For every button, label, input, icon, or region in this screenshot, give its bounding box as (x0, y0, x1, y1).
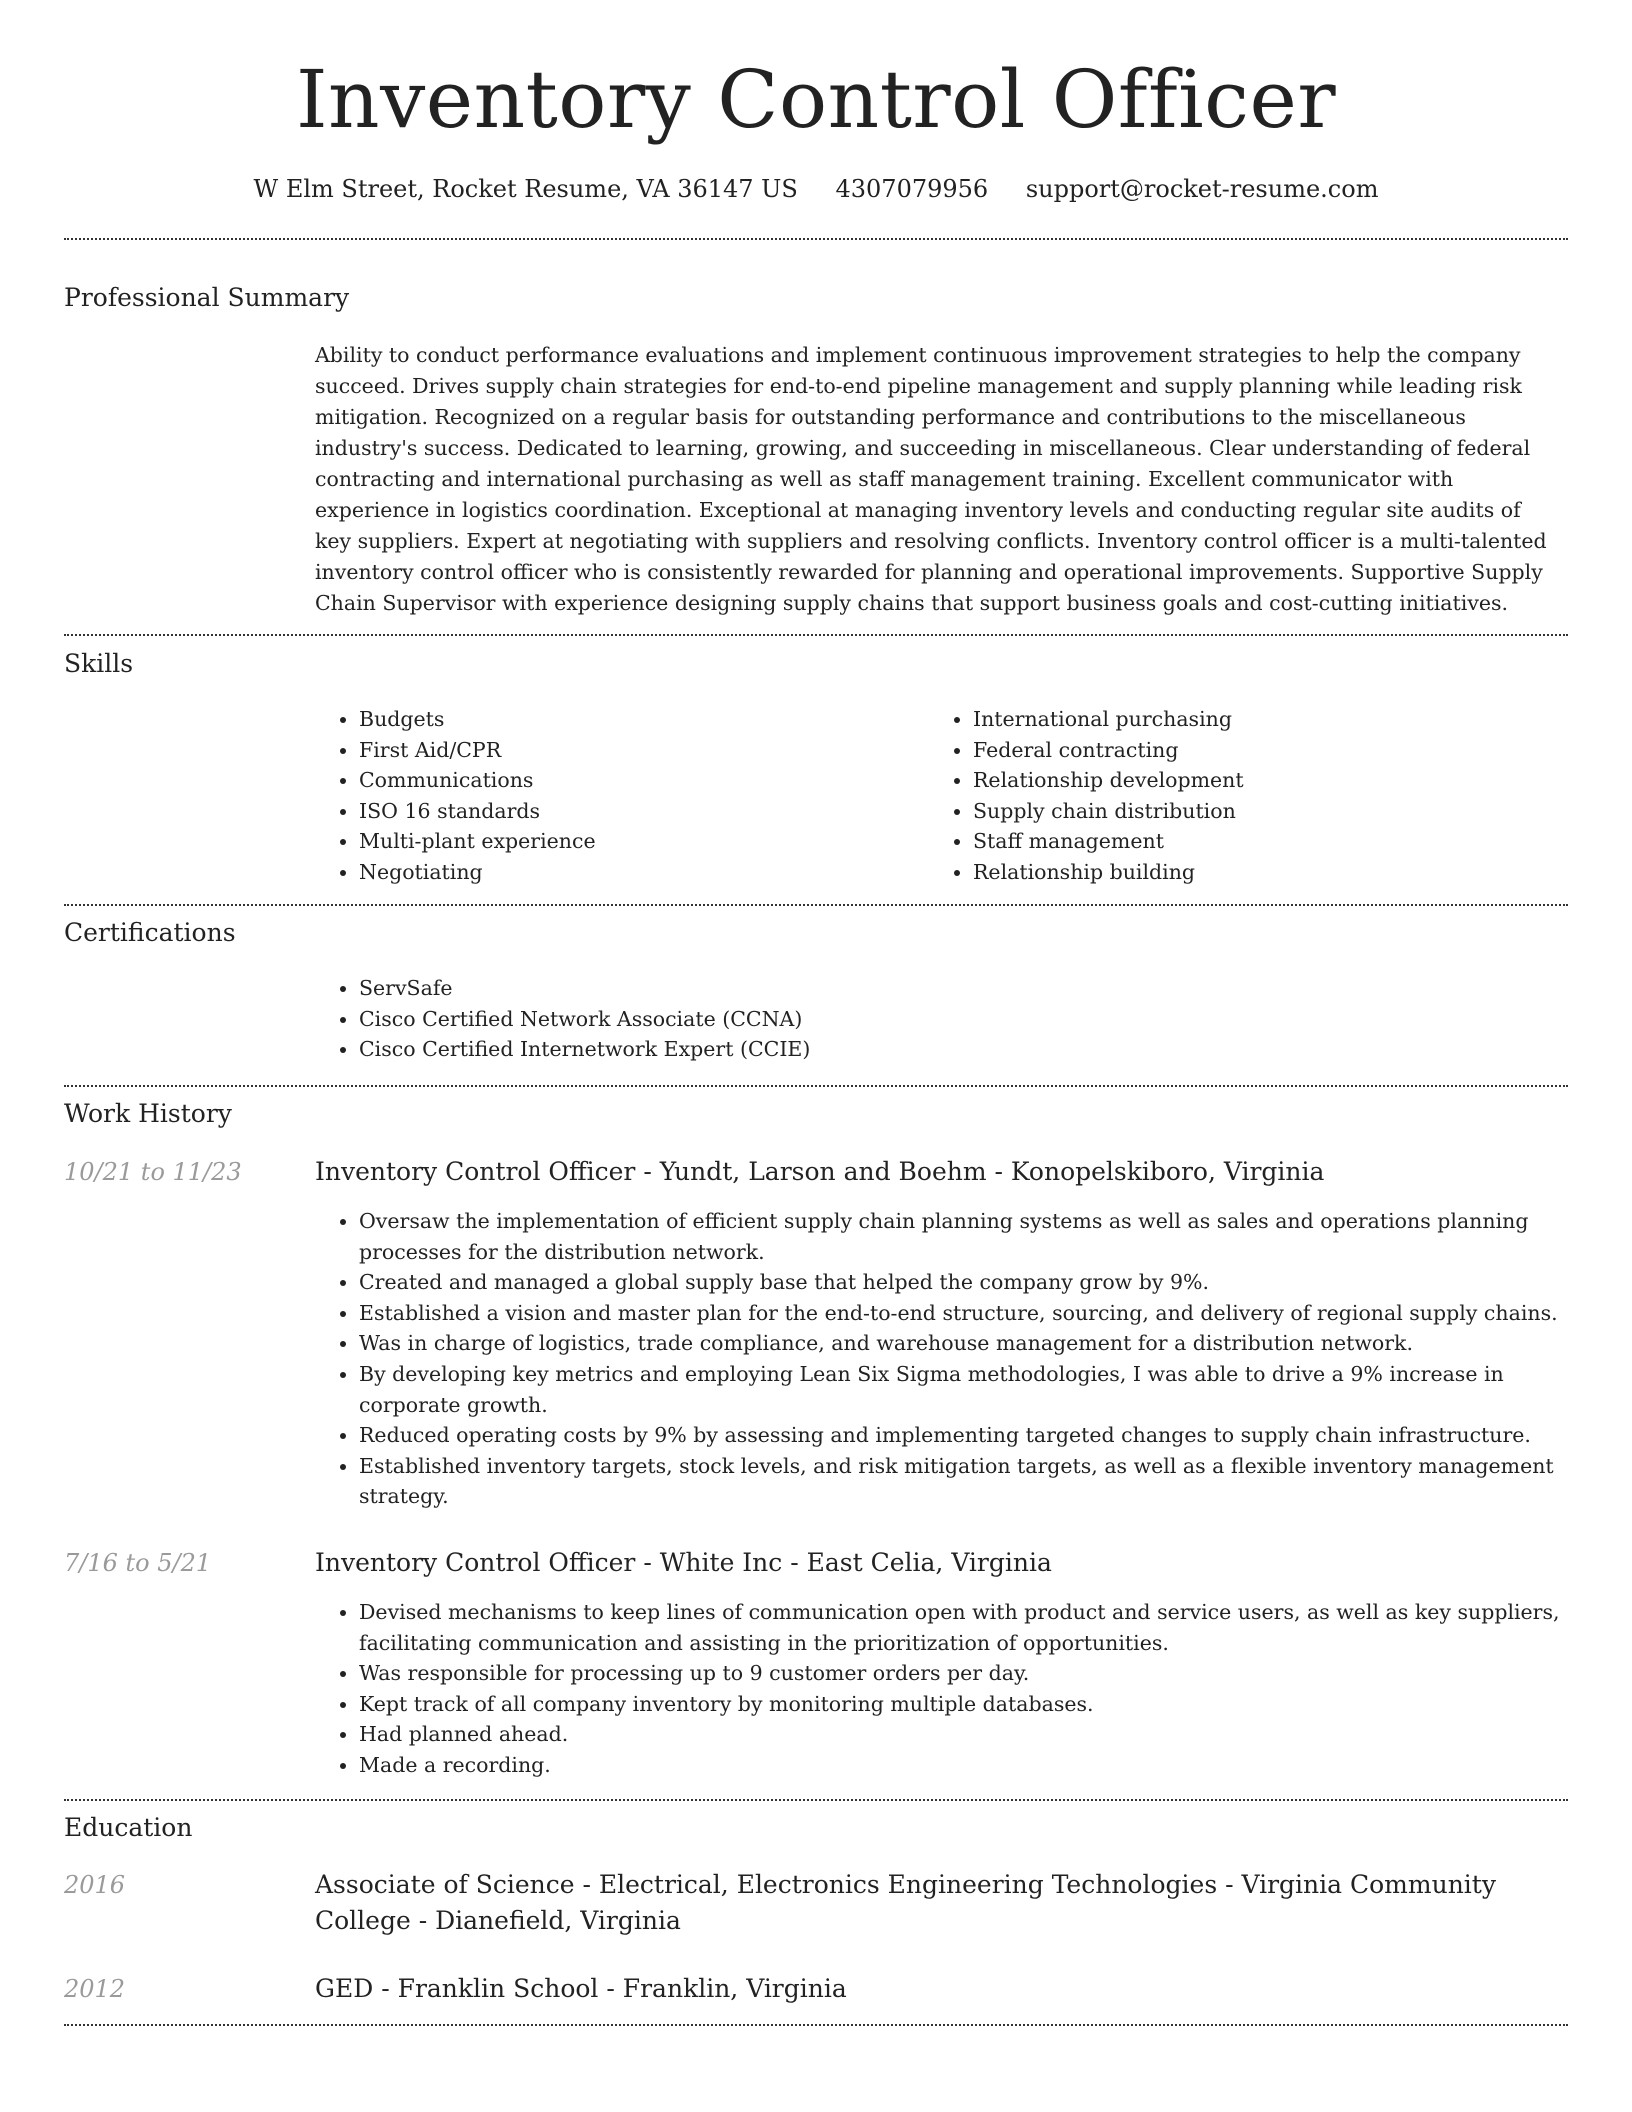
summary-text: Ability to conduct performance evaluations and implement continuous improvement strategies to help the company succeed. Drives supply chain strategies for end-to-end pipeline management and supply planning while leading risk mitigation. Recognized on a regular basis for outstanding performance and contributions to the miscellaneous industry's success. Dedicated to learning, growing, and succeeding in miscellaneous. Clear understanding of federal contracting and international purchasing as well as staff management training. Excellent communicator with experience in logistics coordination. Exceptional at managing inventory levels and conducting regular site audits of key suppliers. Expert at negotiating with suppliers and resolving conflicts. Inventory control officer is a multi-talented inventory control officer who is consistently rewarded for planning and operational improvements. Supportive Supply Chain Supervisor with experience designing supply chains that support business goals and cost-cutting initiatives. (315, 343, 1547, 615)
section-divider (64, 2024, 1568, 2026)
job-bullet: • Was in charge of logistics, trade compliance, and warehouse management for a distribution network. (359, 1328, 1599, 1359)
job-bullet: • By developing key metrics and employing Lean Six Sigma methodologies, I was able to drive a 9% increase in corporate growth. (359, 1359, 1599, 1420)
skill-item: • Relationship building (973, 857, 1573, 888)
job-bullet: • Reduced operating costs by 9% by assessing and implementing targeted changes to supply chain infrastructure. (359, 1420, 1599, 1451)
section-divider (64, 1085, 1568, 1087)
skill-item: • Multi-plant experience (359, 826, 919, 857)
job-bullets (315, 1597, 1599, 1781)
section-divider (64, 904, 1568, 906)
section-divider (64, 238, 1568, 240)
skill-item: • First Aid/CPR (359, 735, 919, 766)
job-bullets (315, 1206, 1599, 1512)
job-bullet: • Had planned ahead. (359, 1719, 1599, 1750)
skill-item: • Federal contracting (973, 735, 1573, 766)
skills-list-right (929, 704, 1573, 888)
section-divider (64, 1799, 1568, 1801)
skill-item: • International purchasing (973, 704, 1573, 735)
contact-email: support@rocket-resume.com (1025, 175, 1379, 203)
certification-item: • Cisco Certified Internetwork Expert (CCIE) (359, 1034, 1559, 1065)
skill-item: • Budgets (359, 704, 919, 735)
job-title: Inventory Control Officer - Yundt, Larson and Boehm - Konopelskiboro, Virginia (315, 1157, 1325, 1186)
section-title-education: Education (64, 1813, 193, 1842)
skill-item: • Supply chain distribution (973, 796, 1573, 827)
job-bullet: • Created and managed a global supply base that helped the company grow by 9%. (359, 1267, 1599, 1298)
job-dates: 10/21 to 11/23 (64, 1158, 242, 1186)
skill-item: • ISO 16 standards (359, 796, 919, 827)
section-divider (64, 634, 1568, 636)
section-title-certifications: Certifications (64, 918, 236, 947)
job-bullet: • Established a vision and master plan for the end-to-end structure, sourcing, and delivery of regional supply chains. (359, 1298, 1599, 1329)
certification-item: • ServSafe (359, 973, 1559, 1004)
skill-item: • Negotiating (359, 857, 919, 888)
section-title-summary: Professional Summary (64, 283, 350, 312)
skills-list-left (315, 704, 919, 888)
job-bullet: • Was responsible for processing up to 9 customer orders per day. (359, 1658, 1599, 1689)
section-title-work-history: Work History (64, 1099, 232, 1128)
skill-item: • Communications (359, 765, 919, 796)
certification-item: • Cisco Certified Network Associate (CCNA) (359, 1004, 1559, 1035)
skill-item: • Staff management (973, 826, 1573, 857)
certifications-list (315, 973, 1559, 1065)
resume-name-heading: Inventory Control Officer (295, 53, 1337, 146)
skill-item: • Relationship development (973, 765, 1573, 796)
job-bullet: • Oversaw the implementation of efficient supply chain planning systems as well as sales and operations planning processes for the distribution network. (359, 1206, 1599, 1267)
job-bullet: • Established inventory targets, stock levels, and risk mitigation targets, as well as a flexible inventory management strategy. (359, 1451, 1599, 1512)
education-year: 2012 (64, 1975, 126, 2003)
job-dates: 7/16 to 5/21 (64, 1549, 212, 1577)
education-year: 2016 (64, 1871, 126, 1899)
section-title-skills: Skills (64, 649, 134, 678)
job-bullet: • Devised mechanisms to keep lines of communication open with product and service users, as well as key suppliers, facilitating communication and assisting in the prioritization of opportunities. (359, 1597, 1599, 1658)
education-entry: Associate of Science - Electrical, Electronics Engineering Technologies - Virginia Community College - Dianefield, Virginia (315, 1870, 1496, 1935)
contact-line (0, 172, 1632, 206)
job-bullet: • Made a recording. (359, 1750, 1599, 1781)
contact-address: W Elm Street, Rocket Resume, VA 36147 US (253, 175, 798, 203)
contact-phone: 4307079956 (835, 175, 989, 203)
education-entry: GED - Franklin School - Franklin, Virginia (315, 1974, 847, 2003)
job-title: Inventory Control Officer - White Inc - East Celia, Virginia (315, 1548, 1052, 1577)
job-bullet: • Kept track of all company inventory by monitoring multiple databases. (359, 1689, 1599, 1720)
